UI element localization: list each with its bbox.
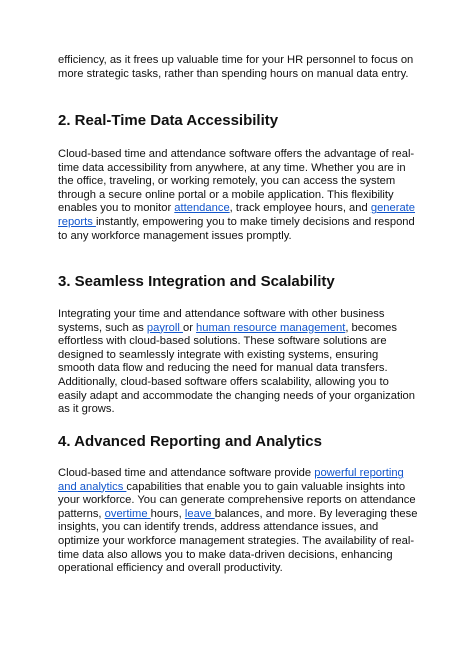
section-4-text-1: Cloud-based time and attendance software provide (58, 467, 315, 479)
section-2-heading: 2. Real-Time Data Accessibility (58, 112, 279, 129)
intro-paragraph (58, 54, 418, 81)
human-resource-management-link[interactable]: human resource management (196, 321, 346, 334)
payroll-link[interactable]: payroll (146, 321, 183, 334)
attendance-link[interactable]: attendance (174, 202, 230, 215)
section-3-text-3: , becomes effortless with cloud-based solutions. These software solutions are designed to seamlessly integrate with existing systems, ensuring smooth data flow and reducing the need for manual data transfers. Additionally, cloud-based software offers scalability, allowing you to easily adapt and accommodate the changing needs of your organization as it grows. (58, 321, 415, 416)
section-2-text-2: , track employee hours, and (229, 202, 371, 215)
section-3-paragraph (58, 308, 418, 417)
leave-link[interactable]: leave (184, 507, 215, 520)
section-4-paragraph (58, 467, 418, 576)
section-4-text-4: balances, and more. By leveraging these insights, you can identify trends, address attendance issues, and optimize your workforce management strategies. The availability of real-time data also allows you to make data-driven decisions, enhancing operational efficiency and overall productivity. (58, 507, 418, 575)
section-3-heading: 3. Seamless Integration and Scalability (58, 273, 335, 290)
section-4-heading: 4. Advanced Reporting and Analytics (58, 433, 322, 450)
overtime-link[interactable]: overtime (104, 507, 151, 520)
section-2-paragraph (58, 148, 418, 243)
section-2-text-1: Cloud-based time and attendance software offers the advantage of real-time data accessibility from anywhere, at any time. Whether you are in the office, traveling, or working remotely, you can access the system through a secure online portal or a mobile application. This flexibility enables you to monitor (58, 148, 415, 215)
section-3-text-1: Integrating your time and attendance software with other business systems, such as (58, 308, 385, 334)
generate-reports-link[interactable]: generate reports (58, 202, 416, 228)
section-2-text-3: instantly, empowering you to make timely decisions and respond to any workforce management issues promptly. (58, 215, 415, 242)
intro-text: efficiency, as it frees up valuable time for your HR personnel to focus on more strategic tasks, rather than spending hours on manual data entry. (58, 54, 414, 80)
section-4-text-3: hours, (150, 507, 185, 520)
section-3-text-2: or (182, 321, 197, 334)
powerful-reporting-link[interactable]: powerful reporting and analytics (58, 467, 404, 493)
section-4-text-2: capabilities that enable you to gain valuable insights into your workforce. You can generate comprehensive reports on attendance patterns, (58, 480, 416, 520)
